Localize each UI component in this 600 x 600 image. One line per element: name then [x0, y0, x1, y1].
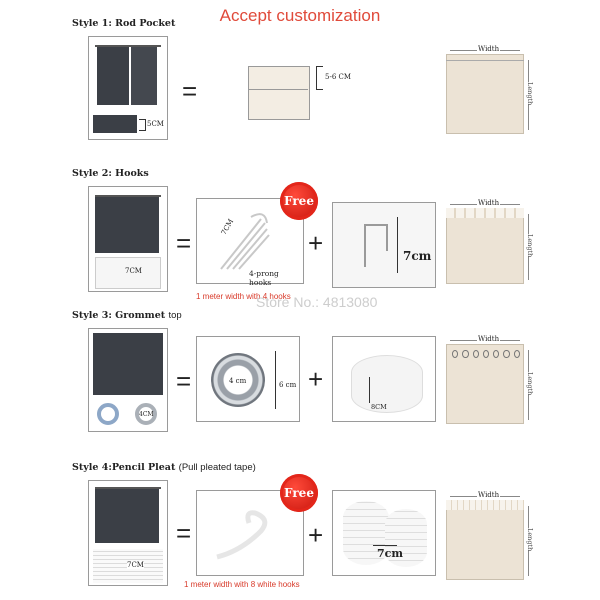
- pleat-tape-frame: [332, 490, 436, 576]
- style-3-label: [72, 310, 182, 321]
- grommet-curtain-photo: [93, 333, 163, 395]
- dimension-bracket: [139, 119, 146, 131]
- equals-sign: =: [182, 76, 198, 106]
- equals-sign: =: [176, 366, 192, 396]
- plus-sign: +: [308, 520, 324, 550]
- tape-dimension-line: [373, 545, 397, 546]
- style-4-extra: (Pull pleated tape): [178, 462, 256, 473]
- width-label-1: Width: [478, 45, 500, 53]
- tape-dimension-line: [369, 377, 370, 403]
- style-4-photo-frame: [88, 480, 168, 586]
- ring-dimension-line: [275, 351, 276, 409]
- pocket-dimension-label: 5-6 CM: [325, 73, 352, 81]
- curtain-panel-2: [446, 208, 524, 284]
- width-label-2: Width: [478, 199, 500, 207]
- style-4-label: [72, 462, 256, 473]
- rod-pocket-diagram: [248, 66, 310, 120]
- style-3-photo-frame: [88, 328, 168, 432]
- hook-type-label: 4-prong hooks: [249, 269, 279, 287]
- tape-width-label: 7cm: [403, 249, 432, 263]
- rod-pocket-closeup: [93, 115, 137, 133]
- ring-inner-label: 4 cm: [229, 377, 247, 385]
- store-watermark: Store No.: 4813080: [256, 294, 378, 310]
- free-badge-1: Free: [280, 182, 318, 220]
- pencil-pleat-photo: [95, 489, 159, 543]
- grommet-tape-frame: [332, 336, 436, 422]
- width-label-4: Width: [478, 491, 500, 499]
- plus-sign: +: [308, 364, 324, 394]
- photo-note: 7CM: [125, 267, 142, 275]
- tape-width-label: 8CM: [371, 403, 387, 411]
- plus-sign: +: [308, 228, 324, 258]
- hook-on-tape-icon: [361, 221, 391, 271]
- hooks-caption: 1 meter width with 4 hooks: [196, 292, 291, 301]
- panel-pleat-header: [446, 500, 524, 510]
- style-1-name: Style 1: Rod Pocket: [72, 18, 176, 29]
- style-1-label: [72, 18, 175, 29]
- hook-curtain-photo: [95, 197, 159, 253]
- page-title: Accept customization: [219, 6, 381, 25]
- photo-note: 4CM: [139, 411, 154, 418]
- width-label-3: Width: [478, 335, 500, 343]
- grommet-ring-icon: [97, 403, 119, 425]
- tape-image-frame: [332, 202, 436, 288]
- curtain-photo-right: [131, 47, 157, 105]
- curtain-photo-left: [97, 47, 129, 105]
- pocket-dimension-bracket: [316, 66, 323, 90]
- style-3-extra: top: [168, 310, 182, 321]
- length-label-1: Length: [526, 82, 534, 106]
- length-label-2: Length: [526, 234, 534, 258]
- curtain-panel-1: [446, 54, 524, 134]
- tape-width-label: 7cm: [377, 547, 403, 560]
- tape-dimension-line: [397, 217, 398, 273]
- pocket-seam: [248, 89, 308, 90]
- length-label-4: Length: [526, 528, 534, 552]
- style-1-photo-frame: [88, 36, 168, 140]
- style-2-photo-frame: [88, 186, 168, 292]
- style-3-name: Style 3: Grommet: [72, 310, 166, 321]
- style-2-label: [72, 168, 149, 179]
- equals-sign: =: [176, 228, 192, 258]
- style-4-name: Style 4:Pencil Pleat: [72, 462, 176, 473]
- style-2-name: Style 2: Hooks: [72, 168, 149, 179]
- free-badge-2: Free: [280, 474, 318, 512]
- photo-note: 5CM: [147, 120, 164, 128]
- white-hook-icon: [211, 501, 281, 565]
- grommet-image-frame: [196, 336, 300, 422]
- length-label-3: Length: [526, 372, 534, 396]
- panel-header-1: [446, 54, 524, 61]
- tape-roll: [351, 355, 423, 413]
- photo-note: 7CM: [127, 561, 144, 569]
- ring-outer-label: 6 cm: [279, 381, 297, 389]
- curtain-panel-4: [446, 500, 524, 580]
- panel-hook-header: [446, 208, 524, 218]
- pleat-caption: 1 meter width with 8 white hooks: [184, 580, 300, 589]
- hook-size-label: 7CM: [219, 217, 236, 237]
- equals-sign: =: [176, 518, 192, 548]
- panel-grommet-row: [452, 350, 520, 358]
- hook-icon: [211, 209, 271, 275]
